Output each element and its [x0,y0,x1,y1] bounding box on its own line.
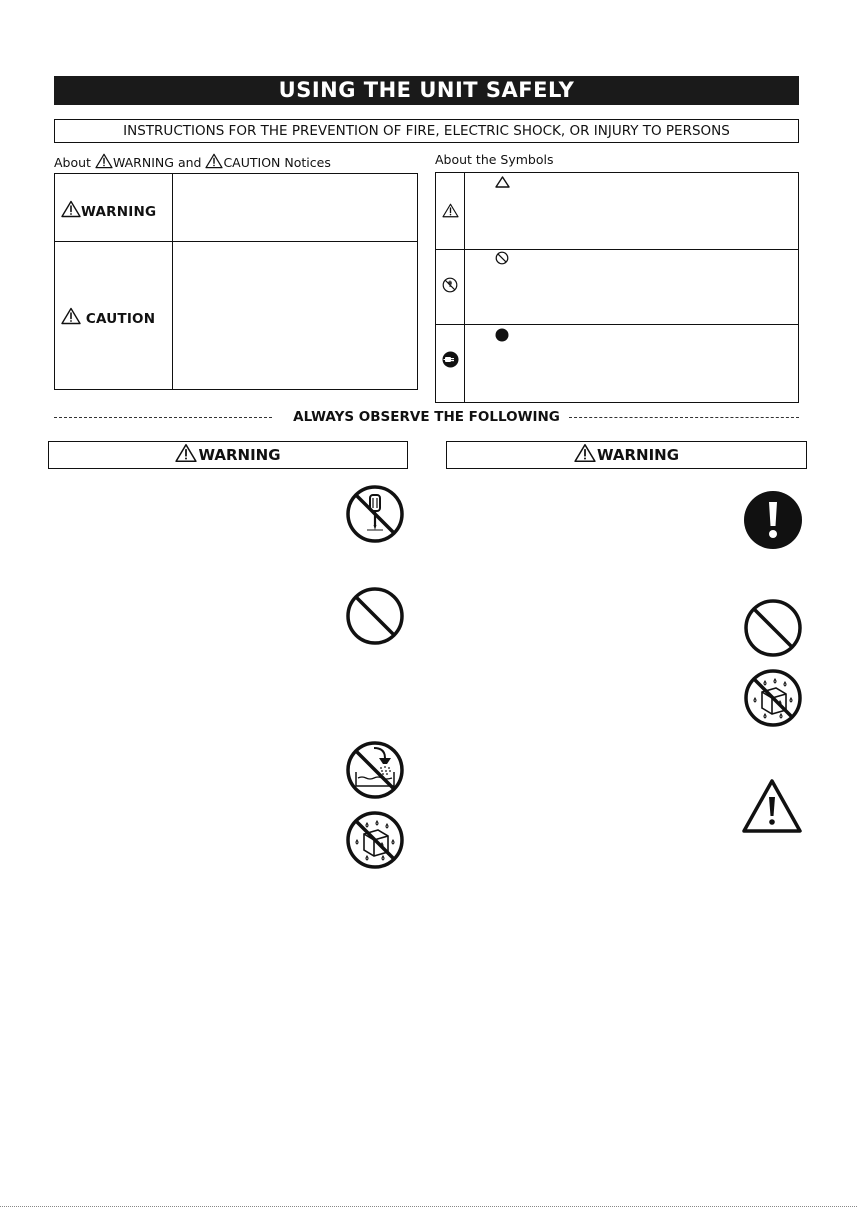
warning-left-text: WARNING [198,446,281,464]
caution-triangle-icon [61,307,81,325]
warning-header-left [48,441,408,469]
triangle-outline-icon [495,176,510,188]
page-title: USING THE UNIT SAFELY [54,76,799,105]
warning-triangle-icon [95,153,113,169]
warning-cell-text: WARNING [81,204,157,220]
no-liquid-icon [743,668,803,728]
caution-triangle-icon [205,153,223,169]
do-not-disassemble-icon [442,277,458,293]
warning-cell [61,200,156,220]
warning-triangle-icon [175,443,197,463]
observe-divider [54,408,799,426]
notices-caution-text: CAUTION [223,155,281,170]
notices-and-text: and [177,155,202,170]
page-subtitle: INSTRUCTIONS FOR THE PREVENTION OF FIRE, ELECTRIC SHOCK, OR INJURY TO PERSONS [54,119,799,143]
no-liquid-icon [345,810,405,870]
caution-triangle-icon [442,203,459,218]
warning-right-text: WARNING [596,446,680,464]
warning-header-right [446,441,807,469]
caution-triangle-icon [740,777,804,835]
caution-cell-text: CAUTION [85,311,156,327]
do-not-disassemble-icon [345,484,405,544]
warning-triangle-icon [61,200,81,218]
prohibited-circle-icon [495,251,509,265]
notices-notices-text: Notices [284,155,331,170]
notices-about-text: About [54,155,91,170]
page-bottom-rule [0,1206,857,1207]
observe-text: ALWAYS OBSERVE THE FOLLOWING [293,409,560,425]
prohibited-icon [345,586,405,646]
warning-triangle-icon [574,443,596,463]
symbols-table [435,172,799,403]
no-water-icon [345,740,405,800]
caution-cell [61,307,155,327]
symbols-heading: About the Symbols [435,152,554,167]
mandatory-icon [743,490,803,550]
prohibited-icon [743,598,803,658]
notices-heading [54,153,331,170]
notice-table [54,173,418,390]
notices-warning-text: WARNING [112,155,174,170]
unplug-icon [442,351,459,368]
mandatory-circle-icon [495,328,509,342]
